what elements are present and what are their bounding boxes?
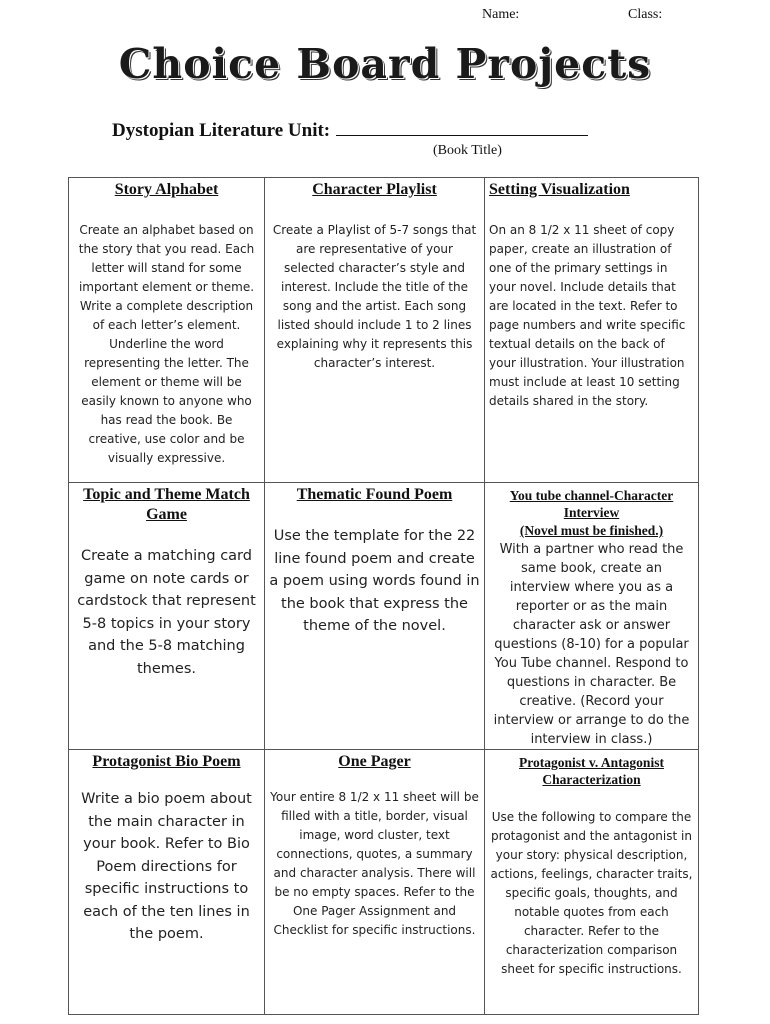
cell-heading: One Pager <box>338 753 411 770</box>
cell-body: With a partner who read the same book, create an interview where you as a reporter or as the main character ask or answer questions (8-10) for a popular You Tube channel. Respond to questions in character. Be creative. (Record your interview or arrange to do the interview in class.) <box>493 542 690 747</box>
cell-heading: Story Alphabet <box>114 181 219 198</box>
cell-heading: Thematic Found Poem <box>296 486 453 503</box>
cell-body: Your entire 8 1/2 x 11 sheet will be filled with a title, border, visual image, word cluster, text connections, quotes, a summary and character analysis. There will be no empty spaces. Refer to the One Pager Assignment and Checklist for specific instructions. <box>270 790 479 937</box>
cell-one-pager <box>265 750 485 1015</box>
class-label: Class: <box>628 7 663 22</box>
book-title-blank[interactable] <box>336 119 588 136</box>
cell-thematic-found-poem <box>265 483 485 750</box>
page-title: Choice Board Projects <box>118 40 652 88</box>
cell-body: Use the template for the 22 line found poem and create a poem using words found in the book that express the theme of the novel. <box>269 528 480 634</box>
choice-board <box>68 177 699 1015</box>
cell-subheading: (Novel must be finished.) <box>519 523 664 538</box>
cell-body: On an 8 1/2 x 11 sheet of copy paper, create an illustration of one of the primary settings in your novel. Include details that are located in the text. Refer to page numbers and write specific textual details on the back of your illustration. Your illustration must include at least 10 setting details shared in the story. <box>489 223 686 408</box>
cell-youtube-interview <box>485 483 699 750</box>
cell-story-alphabet <box>69 178 265 483</box>
cell-protagonist-antagonist <box>485 750 699 1015</box>
unit-line <box>112 119 588 142</box>
cell-body: Write a bio poem about the main character in your book. Refer to Bio Poem directions for specific instructions to each of the ten lines in the poem. <box>81 791 252 942</box>
cell-heading: Character Playlist <box>312 181 437 198</box>
book-title-note: (Book Title) <box>433 143 502 158</box>
cell-heading: You tube channel-Character Interview <box>509 488 674 520</box>
cell-body: Create a Playlist of 5-7 songs that are representative of your selected character’s style and interest. Include the title of the song and the artist. Each song listed should include 1 to 2 lines explaining why it represents this character’s interest. <box>272 223 477 370</box>
cell-heading: Protagonist Bio Poem <box>92 753 241 770</box>
cell-body: Use the following to compare the protagonist and the antagonist in your story: physical description, actions, feelings, character traits, specific goals, thoughts, and notable quotes from each character. Refer to the characterization comparison sheet for specific instructions. <box>490 810 693 976</box>
cell-protagonist-bio-poem <box>69 750 265 1015</box>
cell-heading: Protagonist v. Antagonist Characterization <box>519 755 664 787</box>
name-label: Name: <box>482 7 520 22</box>
cell-body: Create an alphabet based on the story that you read. Each letter will stand for some important element or theme. Write a complete description of each letter’s element. Underline the word representing the letter. The element or theme will be easily known to anyone who has read the book. Be creative, use color and be visually expressive. <box>78 223 255 465</box>
cell-character-playlist <box>265 178 485 483</box>
cell-setting-visualization <box>485 178 699 483</box>
cell-topic-theme-match <box>69 483 265 750</box>
cell-heading: Topic and Theme Match Game <box>83 486 250 523</box>
cell-body: Create a matching card game on note cards or cardstock that represent 5-8 topics in your story and the 5-8 matching themes. <box>77 548 256 677</box>
cell-heading: Setting Visualization <box>489 181 630 198</box>
unit-label: Dystopian Literature Unit: <box>112 120 331 141</box>
